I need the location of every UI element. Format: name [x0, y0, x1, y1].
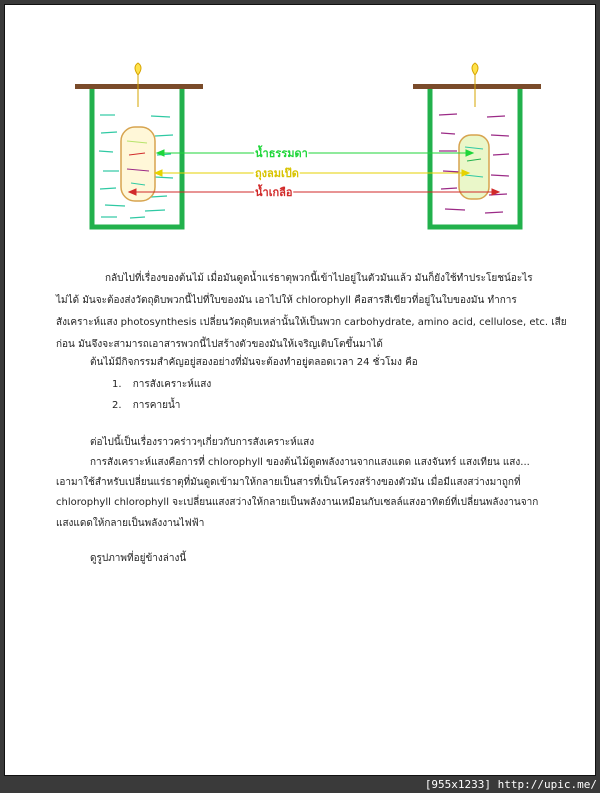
right-hanging-bar	[413, 84, 541, 89]
document-page	[4, 4, 596, 776]
section-line: ดูรูปภาพที่อยู่ข้างล่างนี้	[90, 553, 187, 564]
list-text: การคายน้ำ	[132, 400, 181, 411]
paragraph-line: ก่อน มันจึงจะสามารถเอาสารพวกนี้ไปสร้างตัวของมันให้เจริญเติบโตขึ้นมาได้	[56, 339, 383, 350]
osmosis-diagram	[5, 5, 595, 255]
fresh-water-label: น้ำธรรมดา	[255, 147, 308, 160]
section-line: เอามาใช้สำหรับเปลี่ยนแร่ธาตุที่มันดูดเข้ามาให้กลายเป็นสารที่เป็นโครงสร้างของตัวมัน เมื่อมีแสงสว่างมาถูกที่	[56, 477, 521, 488]
list-number: 1.	[112, 379, 122, 390]
fresh-water-arrow	[157, 150, 473, 156]
image-host-watermark: [955x1233] http://upic.me/	[424, 778, 597, 791]
right-bag-icon	[459, 135, 489, 199]
left-hanging-bar	[75, 84, 203, 89]
section-heading: ต่อไปนี้เป็นเรื่องราวคร่าวๆเกี่ยวกับการสังเคราะห์แสง	[90, 437, 315, 448]
list-number: 2.	[112, 400, 122, 411]
balloon-bag-label: ถุงลมเป๊ด	[255, 167, 299, 180]
list-item	[112, 377, 211, 392]
list-item	[112, 398, 180, 413]
section-line: chlorophyll chlorophyll จะเปลี่ยนแสงสว่างให้กลายเป็นพลังงานเหมือนกับเซลล์แสงอาทิตย์ที่เปลี่ยนพลังงานจาก	[56, 497, 539, 508]
list-text: การสังเคราะห์แสง	[132, 379, 212, 390]
paragraph-line: ต้นไม้มีกิจกรรมสำคัญอยู่สองอย่างที่มันจะต้องทำอยู่ตลอดเวลา 24 ชั่วโมง คือ	[90, 357, 418, 368]
section-line: การสังเคราะห์แสงคือการที่ chlorophyll ของต้นไม้ดูดพลังงานจากแสงแดด แสงจันทร์ แสงเทียน แสง...	[90, 457, 530, 468]
paragraph-line: สังเคราะห์แสง photosynthesis เปลี่ยนวัตถุดิบเหล่านั้นให้เป็นพวก carbohydrate, amino acid, cellulose, etc. เสีย	[56, 317, 567, 328]
section-line: แสงแดดให้กลายเป็นพลังงานไฟฟ้า	[56, 518, 205, 529]
left-bag-icon	[121, 127, 155, 201]
balloon-arrow	[155, 170, 469, 176]
paragraph-line: กลับไปที่เรื่องของต้นไม้ เมื่อมันดูดน้ำแร่ธาตุพวกนี้เข้าไปอยู่ในตัวมันแล้ว มันก็ยังใช้ทำประโยชน์อะไร	[105, 273, 533, 284]
salt-water-label: น้ำเกลือ	[255, 186, 293, 199]
paragraph-line: ไม่ได้ มันจะต้องส่งวัตถุดิบพวกนี้ไปที่ใบของมัน เอาไปให้ chlorophyll คือสารสีเขียวที่อยู่ในใบของมัน ทำการ	[56, 295, 517, 306]
